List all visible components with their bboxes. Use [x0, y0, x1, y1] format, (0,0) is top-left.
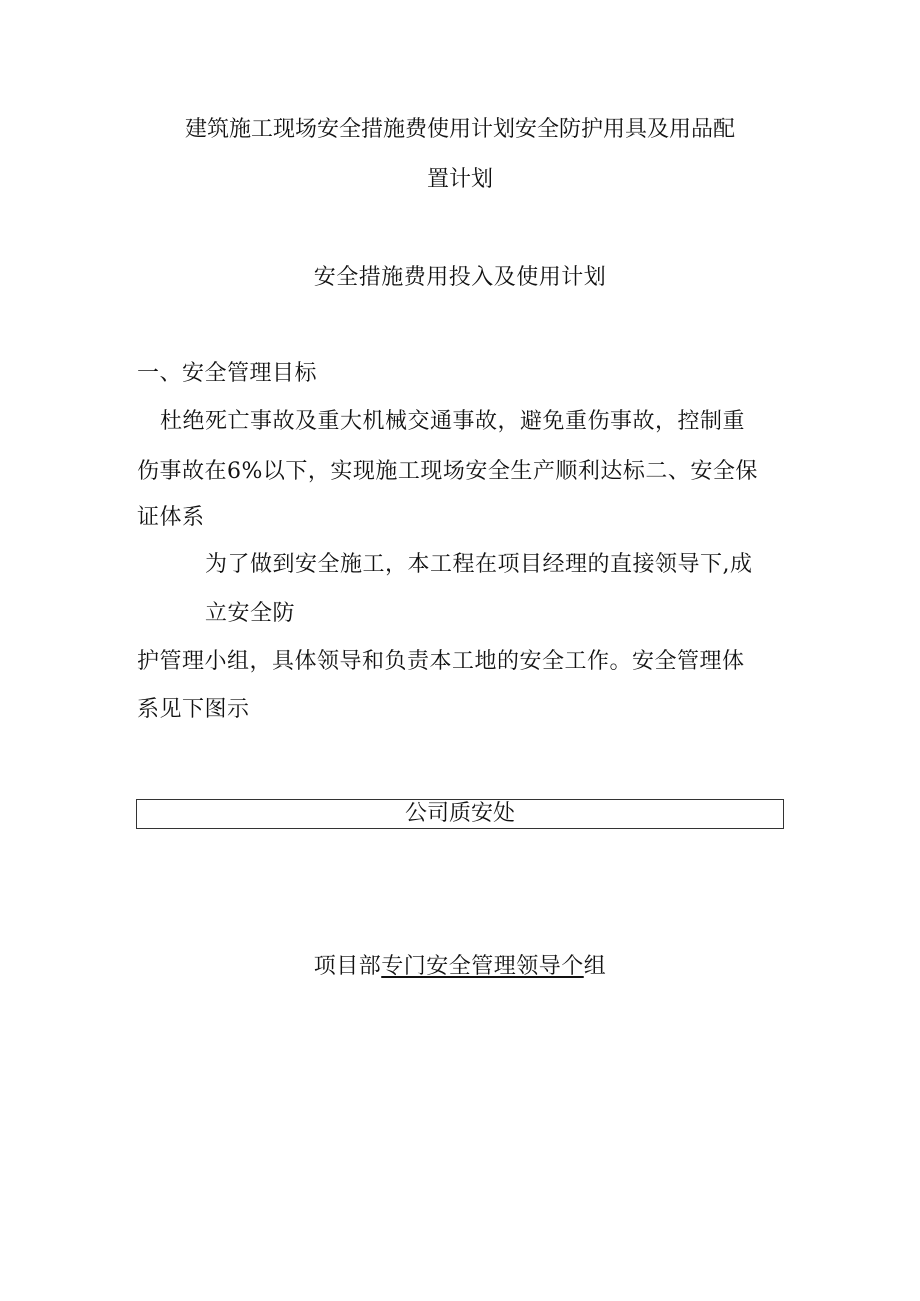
paragraph-1-line-1: 杜绝死亡事故及重大机械交通事故，避免重伤事故，控制重	[160, 409, 746, 434]
org-node-underlined-text: 专门安全管理领导个	[381, 954, 584, 979]
org-chart-box-label: 公司质安处	[404, 801, 515, 826]
org-node-prefix: 项目部	[313, 954, 382, 979]
section-heading-safety-goal: 一、安全管理目标	[137, 361, 318, 386]
document-subtitle: 安全措施费用投入及使用计划	[313, 265, 607, 290]
paragraph-2-line-2: 立安全防	[205, 601, 296, 626]
paragraph-3-line-1: 护管理小组，具体领导和负责本工地的安全工作。安全管理体	[137, 649, 745, 674]
paragraph-1-line-3: 证体系	[137, 505, 205, 530]
org-chart-node-project-safety-group	[0, 952, 920, 982]
document-title-line-1: 建筑施工现场安全措施费使用计划安全防护用具及用品配	[184, 117, 735, 142]
org-chart-box-company-safety-dept	[136, 799, 784, 829]
document-title-line-2: 置计划	[426, 167, 493, 192]
paragraph-1-line-2: 伤事故在6%以下，实现施工现场安全生产顺利达标二、安全保	[137, 459, 758, 484]
paragraph-2-line-1: 为了做到安全施工，本工程在项目经理的直接领导下,成	[205, 552, 753, 577]
paragraph-3-line-2: 系见下图示	[137, 697, 250, 722]
org-node-suffix: 组	[583, 954, 607, 979]
